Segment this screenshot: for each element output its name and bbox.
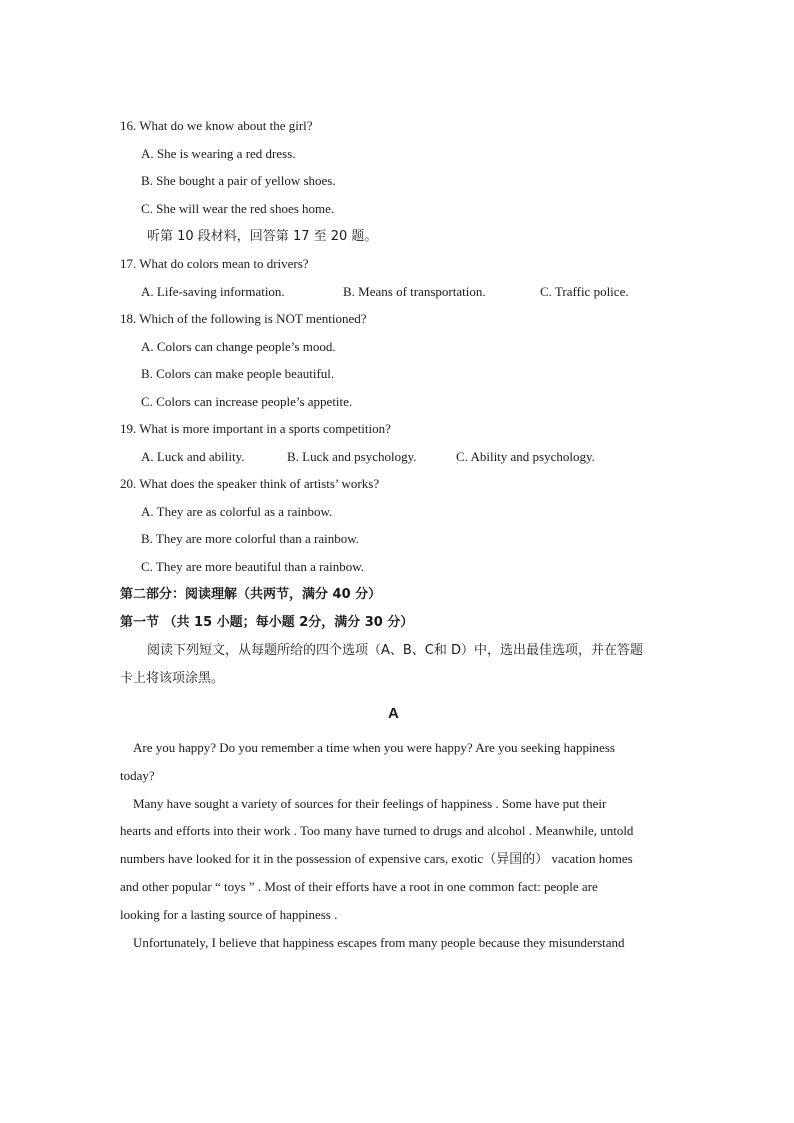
question-18-option-b: B. Colors can make people beautiful. — [141, 366, 335, 381]
passage-p1-line-1: Are you happy? Do you remember a time when you were happy? Are you seeking happiness — [133, 740, 615, 755]
passage-p3-line-1: Unfortunately, I believe that happiness escapes from many people because they misunderstand — [133, 935, 625, 950]
question-20-option-a: A. They are as colorful as a rainbow. — [141, 504, 333, 519]
question-18-stem: 18. Which of the following is NOT mentioned? — [120, 311, 367, 326]
part-two-heading: 第二部分：阅读理解（共两节，满分 40 分） — [120, 587, 382, 602]
question-20-option-c: C. They are more beautiful than a rainbow. — [141, 559, 365, 574]
passage-p2-line-1: Many have sought a variety of sources for their feelings of happiness . Some have put their — [133, 796, 607, 811]
question-18-option-c: C. Colors can increase people’s appetite. — [141, 394, 353, 409]
question-16-option-b: B. She bought a pair of yellow shoes. — [141, 173, 336, 188]
passage-p2-line-4: and other popular “ toys ” . Most of their efforts have a root in one common fact: people are — [120, 879, 598, 894]
question-17-option-a: A. Life-saving information. — [141, 284, 285, 299]
section-one-heading: 第一节 （共 15 小题；每小题 2分，满分 30 分） — [120, 615, 414, 630]
passage-p2-line-5: looking for a lasting source of happiness . — [120, 907, 338, 922]
question-17-option-b: B. Means of transportation. — [343, 284, 486, 299]
question-16-option-a: A. She is wearing a red dress. — [141, 146, 296, 161]
question-19-option-c: C. Ability and psychology. — [456, 449, 595, 464]
question-20-stem: 20. What does the speaker think of artists’ works? — [120, 476, 380, 491]
question-20-option-b: B. They are more colorful than a rainbow. — [141, 531, 360, 546]
reading-instruction-line-2: 卡上将该项涂黑。 — [120, 671, 225, 686]
reading-instruction-line-1: 阅读下列短文，从每题所给的四个选项（A、B、C和 D）中，选出最佳选项，并在答题 — [147, 643, 644, 658]
question-18-option-a: A. Colors can change people’s mood. — [141, 339, 336, 354]
question-17-option-c: C. Traffic police. — [540, 284, 629, 299]
question-17-stem: 17. What do colors mean to drivers? — [120, 256, 309, 271]
question-19-stem: 19. What is more important in a sports competition? — [120, 421, 391, 436]
passage-title: A — [388, 705, 399, 722]
question-19-option-b: B. Luck and psychology. — [287, 449, 417, 464]
question-16-option-c: C. She will wear the red shoes home. — [141, 201, 335, 216]
question-19-option-a: A. Luck and ability. — [141, 449, 245, 464]
passage-p2-line-2: hearts and efforts into their work . Too many have turned to drugs and alcohol . Meanwhile, untold — [120, 823, 634, 838]
passage-p1-line-2: today? — [120, 768, 155, 783]
passage-p2-line-3: numbers have looked for it in the possession of expensive cars, exotic（异国的） vacation homes — [120, 851, 633, 866]
question-16-stem: 16. What do we know about the girl? — [120, 118, 313, 133]
listening-instruction: 听第 10 段材料，回答第 17 至 20 题。 — [147, 229, 378, 244]
